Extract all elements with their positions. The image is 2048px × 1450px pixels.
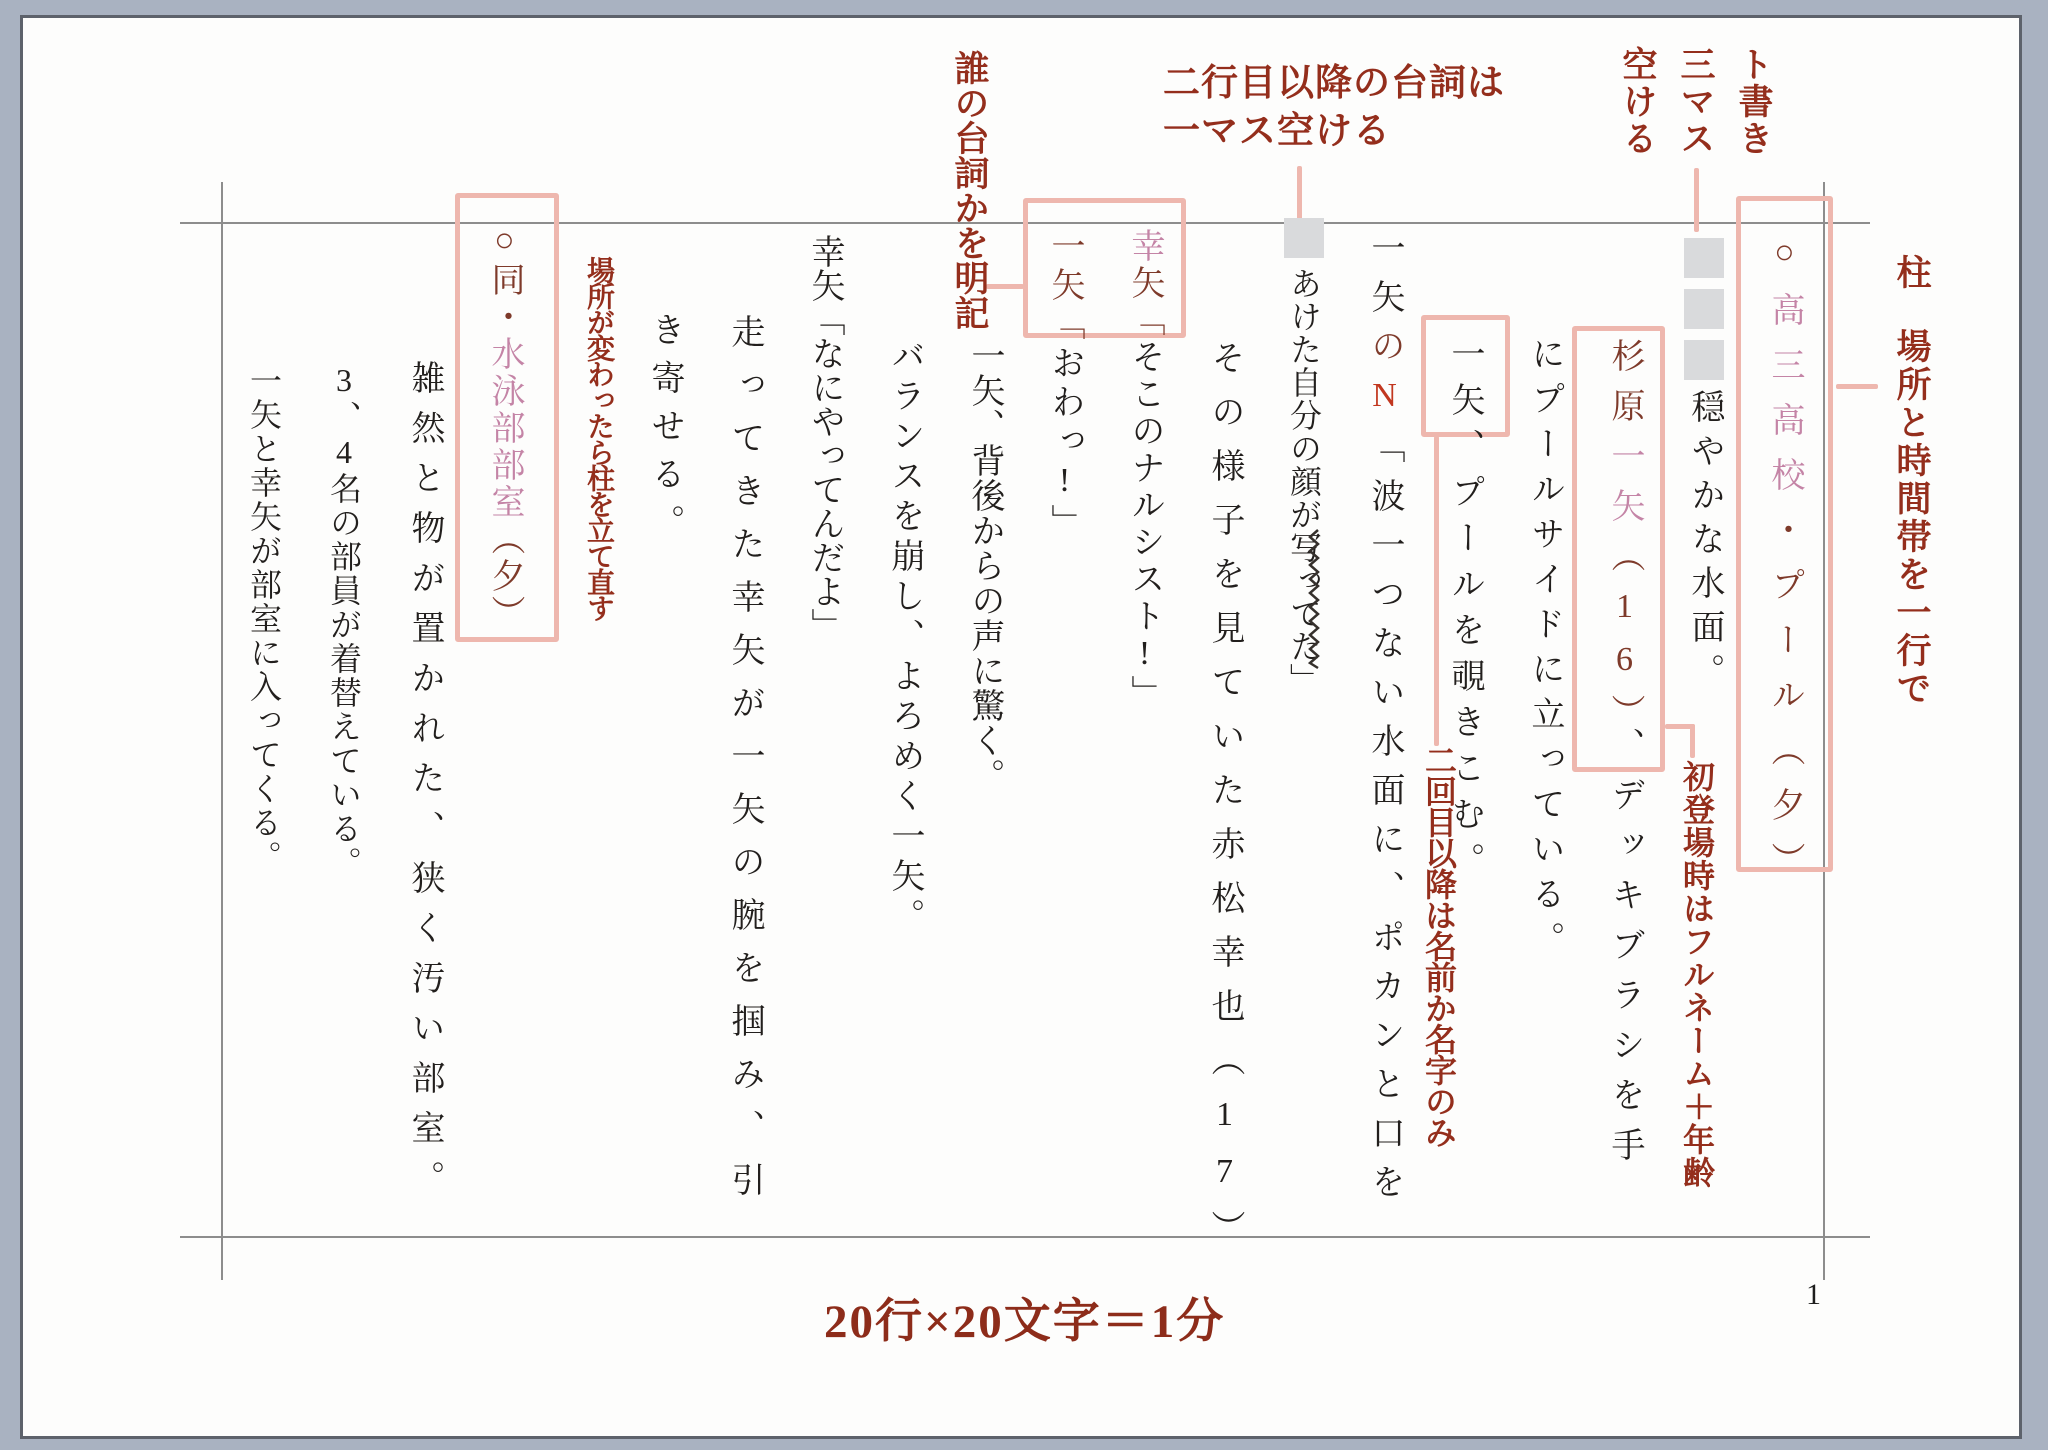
annotation-hashira-body: 場所と時間帯を一行で (1892, 327, 1931, 708)
script-line-loses-balance: バランスを崩し、よろめく一矢。 (886, 338, 923, 938)
connector-tokaki (1694, 168, 1699, 232)
script-line-peers-into-pool: 一矢、プールを覗きこむ。 (1446, 336, 1483, 888)
indent-square (1684, 289, 1724, 329)
script-line-kazuya-dialogue-1: 一矢「おわっ!」 (1046, 228, 1083, 543)
indent-square (1684, 340, 1724, 380)
frame-line-bottom (180, 1236, 1870, 1238)
annotation-nikaime: 二回目以降は名前か名字のみ (1421, 744, 1457, 1147)
annotation-serifu-line2: 一マス空ける (1163, 111, 1391, 152)
script-line-pulls-close: き寄せる。 (646, 312, 683, 552)
annotation-serifu (1163, 60, 1505, 156)
annotation-serifu-line1: 二行目以降の台詞は (1163, 63, 1505, 104)
indent-square (1684, 238, 1724, 278)
connector-nikaime (1434, 436, 1439, 746)
script-line-grabs-arm: 走ってきた幸矢が一矢の腕を掴み、引 (726, 314, 763, 1215)
frame-line-left (221, 182, 223, 1280)
annotation-tokaki-line1: ト書き (1734, 46, 1773, 157)
wavy-emphasis-line (1306, 528, 1322, 670)
script-line-narration-continued: あけた自分の顔が写ってた」 (1284, 216, 1324, 696)
page-number: 1 (1806, 1278, 1821, 1311)
script-line-calm-water: 穏やかな水面。 (1684, 236, 1724, 697)
script-line-members-changing: 3、4名の部員が着替えている。 (326, 362, 362, 880)
indent-square (1284, 218, 1324, 258)
script-line-cluttered-room: 雑然と物が置かれた、狭く汚い部室。 (406, 360, 443, 1210)
annotation-tokaki-line2: 三マス (1676, 46, 1715, 157)
script-line-enter-clubroom: 一矢と幸矢が部室に入ってくる。 (246, 364, 282, 874)
script-line-koya-dialogue-2: 幸矢「なにやってんだよ」 (806, 234, 843, 642)
annotation-tokaki-line3: 空ける (1618, 46, 1657, 157)
annotation-shotojo: 初登場時はフルネーム＋年齢 (1679, 760, 1715, 1189)
script-line-startled: 一矢、背後からの声に驚く。 (966, 338, 1003, 793)
script-line-koya-dialogue-1: 幸矢「そこのナルシスト!」 (1126, 228, 1163, 712)
script-line-narration: 一矢のN「波一つない水面に、ポカンと口を (1366, 230, 1403, 1213)
script-line-scene-heading-pool: ○高三高校・プール（夕） (1766, 234, 1803, 897)
annotation-tokaki (1612, 46, 1778, 157)
annotation-basho: 場所が変わったら柱を立て直す (583, 256, 614, 620)
script-line-akamatsu-intro: その様子を見ていた赤松幸也（17） (1206, 340, 1243, 1264)
manuscript-page (20, 15, 2022, 1439)
annotation-dare: 誰の台詞かを明記 (950, 50, 989, 330)
annotation-hashira-title: 柱 (1892, 254, 1931, 292)
caption-grid-rule: 20行×20文字＝1分 (824, 1296, 1226, 1348)
script-line-poolside: にプールサイドに立っている。 (1526, 336, 1563, 966)
script-line-scene-heading-clubroom: ○同・水泳部部室（夕） (486, 222, 523, 632)
annotation-hashira (1886, 254, 1936, 708)
connector-hashira (1836, 384, 1878, 389)
script-line-sugihara-intro: 杉原一矢（16）、デッキブラシを手 (1606, 338, 1643, 1177)
connector-shotojo-vertical (1690, 724, 1695, 758)
